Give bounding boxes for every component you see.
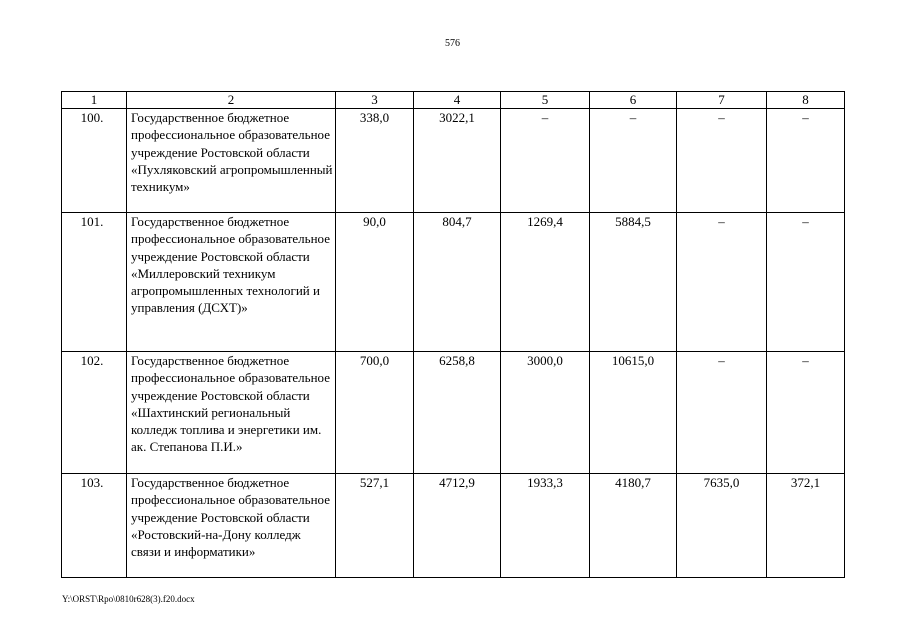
cell-col3: 338,0 xyxy=(336,109,414,213)
cell-col7: – xyxy=(677,109,767,213)
column-header: 8 xyxy=(767,92,845,109)
table-row xyxy=(62,474,845,578)
cell-col8: – xyxy=(767,109,845,213)
table-row xyxy=(62,109,845,213)
cell-col8: – xyxy=(767,213,845,352)
table-row xyxy=(62,213,845,352)
cell-col4: 804,7 xyxy=(414,213,501,352)
cell-col5: 3000,0 xyxy=(501,352,590,474)
column-header: 4 xyxy=(414,92,501,109)
column-header: 3 xyxy=(336,92,414,109)
cell-col4: 4712,9 xyxy=(414,474,501,578)
cell-col7: 7635,0 xyxy=(677,474,767,578)
data-table xyxy=(61,91,845,578)
cell-col6: 10615,0 xyxy=(590,352,677,474)
row-number: 102. xyxy=(62,352,127,474)
column-header: 5 xyxy=(501,92,590,109)
page-number: 576 xyxy=(445,38,460,49)
cell-col6: – xyxy=(590,109,677,213)
cell-col5: 1269,4 xyxy=(501,213,590,352)
institution-name: Государственное бюджетное профессиональное образовательное учреждение Ростовской области «Шахтинский региональный колледж топлива и энергетики им. ак. Степанова П.И.» xyxy=(127,352,336,474)
cell-col3: 700,0 xyxy=(336,352,414,474)
cell-col6: 4180,7 xyxy=(590,474,677,578)
cell-col6: 5884,5 xyxy=(590,213,677,352)
institution-name: Государственное бюджетное профессиональное образовательное учреждение Ростовской области «Ростовский-на-Дону колледж связи и информатики» xyxy=(127,474,336,578)
cell-col8: – xyxy=(767,352,845,474)
row-number: 101. xyxy=(62,213,127,352)
row-number: 100. xyxy=(62,109,127,213)
cell-col5: 1933,3 xyxy=(501,474,590,578)
cell-col4: 3022,1 xyxy=(414,109,501,213)
table-row xyxy=(62,352,845,474)
column-header: 2 xyxy=(127,92,336,109)
column-header: 1 xyxy=(62,92,127,109)
cell-col4: 6258,8 xyxy=(414,352,501,474)
cell-col7: – xyxy=(677,352,767,474)
cell-col8: 372,1 xyxy=(767,474,845,578)
column-header: 7 xyxy=(677,92,767,109)
table-header-row xyxy=(62,92,845,109)
cell-col3: 527,1 xyxy=(336,474,414,578)
cell-col5: – xyxy=(501,109,590,213)
cell-col3: 90,0 xyxy=(336,213,414,352)
institution-name: Государственное бюджетное профессиональное образовательное учреждение Ростовской области «Миллеровский техникум агропромышленных технологий и управления (ДСХТ)» xyxy=(127,213,336,352)
column-header: 6 xyxy=(590,92,677,109)
cell-col7: – xyxy=(677,213,767,352)
row-number: 103. xyxy=(62,474,127,578)
file-path-footer: Y:\ORST\Rpo\0810r628(3).f20.docx xyxy=(62,594,195,604)
institution-name: Государственное бюджетное профессиональное образовательное учреждение Ростовской области «Пухляковский агропромышленный техникум» xyxy=(127,109,336,213)
